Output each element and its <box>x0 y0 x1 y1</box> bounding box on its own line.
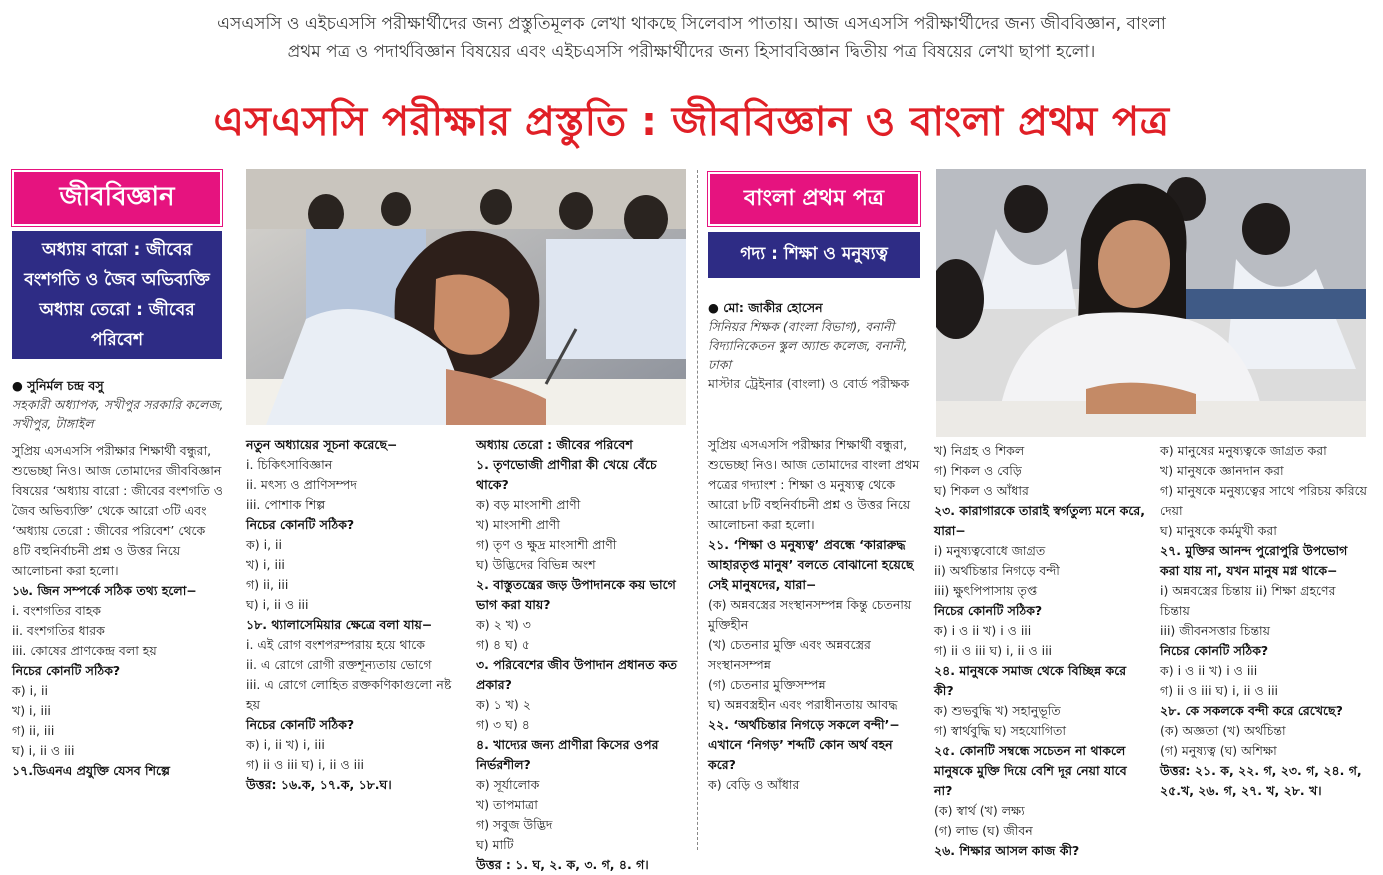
author-extra: মাস্টার ট্রেইনার (বাংলা) ও বোর্ড পরীক্ষক <box>708 376 910 391</box>
text-line: নিচের কোনটি সঠিক? <box>934 603 1043 618</box>
text-line: নিচের কোনটি সঠিক? <box>12 663 121 678</box>
text-line: উত্তর: ২১. ক, ২২. গ, ২৩. গ, ২৪. গ, ২৫.খ, ২৬. গ, ২৭. খ, ২৮. খ। <box>1160 763 1362 798</box>
text-line: ২৩. কারাগারকে তারাই স্বর্গতুল্য মনে করে, যারা− <box>934 503 1146 538</box>
chapter-line: বংশগতি ও জৈব অভিব্যক্তি <box>24 270 210 290</box>
text-line: গ) ii ও iii ঘ) i, ii ও iii <box>1160 683 1279 698</box>
text-line: ঘ) মানুষকে কর্মমুখী করা <box>1160 523 1277 538</box>
text-line: iii) ক্ষুৎপিপাসায় তৃপ্ত <box>934 583 1038 598</box>
chapter-line: অধ্যায় বারো : জীবের <box>42 240 192 260</box>
text-line: iii. এ রোগে লোহিত রক্তকণিকাগুলো নষ্ট হয় <box>246 677 452 712</box>
intro-line-2: প্রথম পত্র ও পদার্থবিজ্ঞান বিষয়ের এবং এইচএসসি পরীক্ষার্থীদের জন্য হিসাববিজ্ঞান দ্বিতীয় পত্র বিষয়ের লেখা ছাপা হলো। <box>287 42 1096 62</box>
text-line: গ) ii ও iii ঘ) i, ii ও iii <box>934 643 1053 658</box>
text-line: সুপ্রিয় এসএসসি পরীক্ষার শিক্ষার্থী বন্ধুরা, শুভেচ্ছা নিও। আজ তোমাদের বাংলা প্রথম পত্রের গদ্যাংশ : শিক্ষা ও মনুষ্যত্ব থেকে আরো ৮টি বহুনির্বাচনী প্রশ্ন ও উত্তর নিয়ে আলোচনা করা হলো। <box>708 437 920 532</box>
bangla-label <box>708 172 920 226</box>
text-line: ii) অর্থচিন্তার নিগড়ে বন্দী <box>934 563 1060 578</box>
author-name: ● সুনির্মল চন্দ্র বসু <box>12 378 104 393</box>
text-line: খ) i, iii <box>246 557 285 572</box>
text-line: ২৬. শিক্ষার আসল কাজ কী? <box>934 843 1080 858</box>
bangla-topic <box>708 232 920 278</box>
text-line: ৩. পরিবেশের জীব উপাদান প্রধানত কত প্রকার? <box>476 657 677 692</box>
text-line: খ) i, iii <box>12 703 51 718</box>
text-line: i. বংশগতির বাহক <box>12 603 102 618</box>
text-line: ঘ) i, ii ও iii <box>12 743 75 758</box>
biology-column-3 <box>476 435 691 875</box>
text-line: গ) ii ও iii ঘ) i, ii ও iii <box>246 757 365 772</box>
bangla-author <box>708 298 922 393</box>
text-line: ১. তৃণভোজী প্রাণীরা কী খেয়ে বেঁচে থাকে? <box>476 457 657 492</box>
text-line: (ক) স্বার্থ (খ) লক্ষ্য <box>934 803 1025 818</box>
text-line: ক) শুভবুদ্ধি খ) সহানুভূতি <box>934 703 1061 718</box>
text-line: উত্তর : ১. ঘ, ২. ক, ৩. গ, ৪. গ। <box>476 857 649 872</box>
text-line: ২. বাস্তুতন্ত্রের জড় উপাদানকে কয় ভাগে ভাগ করা যায়? <box>476 577 676 612</box>
text-line: নিচের কোনটি সঠিক? <box>1160 643 1269 658</box>
text-line: iii) জীবনসত্তার চিন্তায় <box>1160 623 1271 638</box>
author-role: সহকারী অধ্যাপক, সখীপুর সরকারি কলেজ, সখীপুর, টাঙ্গাইল <box>12 397 224 431</box>
text-line: ক) i, ii খ) i, iii <box>246 737 325 752</box>
text-line: গ) ৩ ঘ) ৪ <box>476 717 530 732</box>
text-line: ২৮. কে সকলকে বন্দী করে রেখেছে? <box>1160 703 1343 718</box>
text-line: ২২. ‘অর্থচিন্তার নিগড়ে সকলে বন্দী’− এখানে ‘নিগড়’ শব্দটি কোন অর্থ বহন করে? <box>708 717 900 772</box>
biology-column-1 <box>12 441 224 781</box>
exam-photo-1 <box>246 169 686 425</box>
text-line: (ক) অজ্ঞতা (খ) অর্থচিন্তা <box>1160 723 1286 738</box>
exam-photo-2 <box>936 169 1366 437</box>
chapter-line: পরিবেশ <box>90 330 144 350</box>
text-line: ঘ) উদ্ভিদের বিভিন্ন অংশ <box>476 557 596 572</box>
text-line: ১৭.ডিএনএ প্রযুক্তি যেসব শিল্পে <box>12 763 170 778</box>
author-role: সিনিয়র শিক্ষক (বাংলা বিভাগ), বনানী বিদ্যানিকেতন স্কুল অ্যান্ড কলেজ, বনানী, ঢাকা <box>708 319 908 372</box>
text-line: নতুন অধ্যায়ের সূচনা করেছে− <box>246 437 398 452</box>
bangla-column-3 <box>1160 441 1368 801</box>
bangla-topic-text: গদ্য : শিক্ষা ও মনুষ্যত্ব <box>740 244 888 264</box>
text-line: ক) i, ii <box>246 537 282 552</box>
headline: এসএসসি পরীক্ষার প্রস্তুতি : জীববিজ্ঞান ও বাংলা প্রথম পত্র <box>213 99 1170 145</box>
bangla-column-2 <box>934 441 1149 861</box>
text-line: iii. কোষের প্রাণকেন্দ্র বলা হয় <box>12 643 157 658</box>
text-line: ঘ) অন্নবস্ত্রহীন এবং পরাধীনতায় আবদ্ধ <box>708 697 898 712</box>
section-divider <box>697 170 698 850</box>
intro-note <box>0 10 1383 66</box>
text-line: খ) মাংসাশী প্রাণী <box>476 517 560 532</box>
text-line: i) অন্নবস্ত্রের চিন্তায় ii) শিক্ষা গ্রহণের চিন্তায় <box>1160 583 1336 618</box>
intro-line-1: এসএসসি ও এইচএসসি পরীক্ষার্থীদের জন্য প্রস্তুতিমূলক লেখা থাকছে সিলেবাস পাতায়। আজ এসএসসি পরীক্ষার্থীদের জন্য জীববিজ্ঞান, বাংলা <box>217 14 1166 34</box>
text-line: ক) সূর্যালোক <box>476 777 540 792</box>
bangla-label-text: বাংলা প্রথম পত্র <box>743 185 885 211</box>
biology-chapters <box>12 231 222 359</box>
text-line: (ক) অন্নবস্ত্রের সংস্থানসম্পন্ন কিন্তু চেতনায় মুক্তিহীন <box>708 597 912 632</box>
text-line: ক) ১ খ) ২ <box>476 697 531 712</box>
text-line: সুপ্রিয় এসএসসি পরীক্ষার শিক্ষার্থী বন্ধুরা, শুভেচ্ছা নিও। আজ তোমাদের জীববিজ্ঞান বিষয়ের ‘অধ্যায় বারো : জীবের বংশগতি ও জৈব অভিব্যক্তি’ থেকে আরো ৩টি এবং ‘অধ্যায় তেরো : জীবের পরিবেশ’ থেকে ৪টি বহুনির্বাচনী প্রশ্ন ও উত্তর নিয়ে আলোচনা করা হলো। <box>12 443 223 578</box>
text-line: ২১. ‘শিক্ষা ও মনুষ্যত্ব’ প্রবন্ধে ‘কারারুদ্ধ আহারতৃপ্ত মানুষ’ বলতে বোঝানো হয়েছে সেই মানুষদের, যারা− <box>708 537 914 592</box>
biology-label <box>12 170 222 226</box>
text-line: খ) নিগ্রহ ও শিকল <box>934 443 1025 458</box>
text-line: নিচের কোনটি সঠিক? <box>246 517 355 532</box>
text-line: গ) শিকল ও বেড়ি <box>934 463 1022 478</box>
text-line: গ) তৃণ ও ক্ষুদ্র মাংসাশী প্রাণী <box>476 537 617 552</box>
text-line: গ) মানুষকে মনুষ্যত্বের সাথে পরিচয় করিয়ে দেয়া <box>1160 483 1367 518</box>
biology-author <box>12 376 226 433</box>
text-line: (খ) চেতনার মুক্তি এবং অন্নবস্ত্রের সংস্থানসম্পন্ন <box>708 637 871 672</box>
text-line: ক) i ও ii খ) i ও iii <box>934 623 1032 638</box>
text-line: গ) সবুজ উদ্ভিদ <box>476 817 553 832</box>
biology-label-text: জীববিজ্ঞান <box>59 182 175 212</box>
text-line: গ) স্বার্থবুদ্ধি ঘ) সহযোগিতা <box>934 723 1067 738</box>
text-line: ৪. খাদ্যের জন্য প্রাণীরা কিসের ওপর নির্ভরশীল? <box>476 737 659 772</box>
text-line: ঘ) শিকল ও আঁধার <box>934 483 1029 498</box>
text-line: iii. পোশাক শিল্প <box>246 497 326 512</box>
bangla-column-1 <box>708 435 920 795</box>
text-line: ক) i ও ii খ) i ও iii <box>1160 663 1258 678</box>
text-line: ক) ২ খ) ৩ <box>476 617 531 632</box>
text-line: ২৫. কোনটি সম্বন্ধে সচেতন না থাকলে মানুষকে মুক্তি দিয়ে বেশি দূর নেয়া যাবে না? <box>934 743 1127 798</box>
text-line: ১৬. জিন সম্পর্কে সঠিক তথ্য হলো− <box>12 583 197 598</box>
chapter-line: অধ্যায় তেরো : জীবের <box>39 300 195 320</box>
exam-photo-2-image <box>936 169 1366 437</box>
text-line: ঘ) মাটি <box>476 837 514 852</box>
text-line: অধ্যায় তেরো : জীবের পরিবেশ <box>476 437 633 452</box>
text-line: ii. এ রোগে রোগী রক্তশূন্যতায় ভোগে <box>246 657 432 672</box>
text-line: গ) ii, iii <box>246 577 289 592</box>
text-line: নিচের কোনটি সঠিক? <box>246 717 355 732</box>
text-line: গ) ii, iii <box>12 723 55 738</box>
text-line: ঘ) i, ii ও iii <box>246 597 309 612</box>
text-line: খ) মানুষকে জ্ঞানদান করা <box>1160 463 1284 478</box>
text-line: ক) মানুষের মনুষ্যত্বকে জাগ্রত করা <box>1160 443 1327 458</box>
text-line: ক) বড় মাংসাশী প্রাণী <box>476 497 581 512</box>
text-line: (গ) চেতনার মুক্তিসম্পন্ন <box>708 677 826 692</box>
text-line: ক) i, ii <box>12 683 48 698</box>
text-line: (গ) লাভ (ঘ) জীবন <box>934 823 1033 838</box>
text-line: উত্তর: ১৬.ক, ১৭.ক, ১৮.ঘ। <box>246 777 392 792</box>
text-line: ii. বংশগতির ধারক <box>12 623 105 638</box>
text-line: ii. মৎস্য ও প্রাণিসম্পদ <box>246 477 357 492</box>
biology-column-2 <box>246 435 461 795</box>
text-line: i) মনুষ্যত্ববোধে জাগ্রত <box>934 543 1046 558</box>
text-line: i. এই রোগ বংশপরম্পরায় হয়ে থাকে <box>246 637 425 652</box>
author-name: ● মো: জাকীর হোসেন <box>708 300 823 315</box>
text-line: গ) ৪ ঘ) ৫ <box>476 637 530 652</box>
text-line: ২৭. মুক্তির আনন্দ পুরোপুরি উপভোগ করা যায় না, যখন মানুষ মগ্ন থাকে− <box>1160 543 1348 578</box>
text-line: ক) বেড়ি ও আঁধার <box>708 777 800 792</box>
text-line: ১৮. থ্যালাসেমিয়ার ক্ষেত্রে বলা যায়− <box>246 617 433 632</box>
text-line: i. চিকিৎসাবিজ্ঞান <box>246 457 333 472</box>
text-line: খ) তাপমাত্রা <box>476 797 538 812</box>
text-line: (গ) মনুষ্যত্ব (ঘ) অশিক্ষা <box>1160 743 1277 758</box>
text-line: ২৪. মানুষকে সমাজ থেকে বিচ্ছিন্ন করে কী? <box>934 663 1127 698</box>
exam-photo-1-image <box>246 169 686 425</box>
